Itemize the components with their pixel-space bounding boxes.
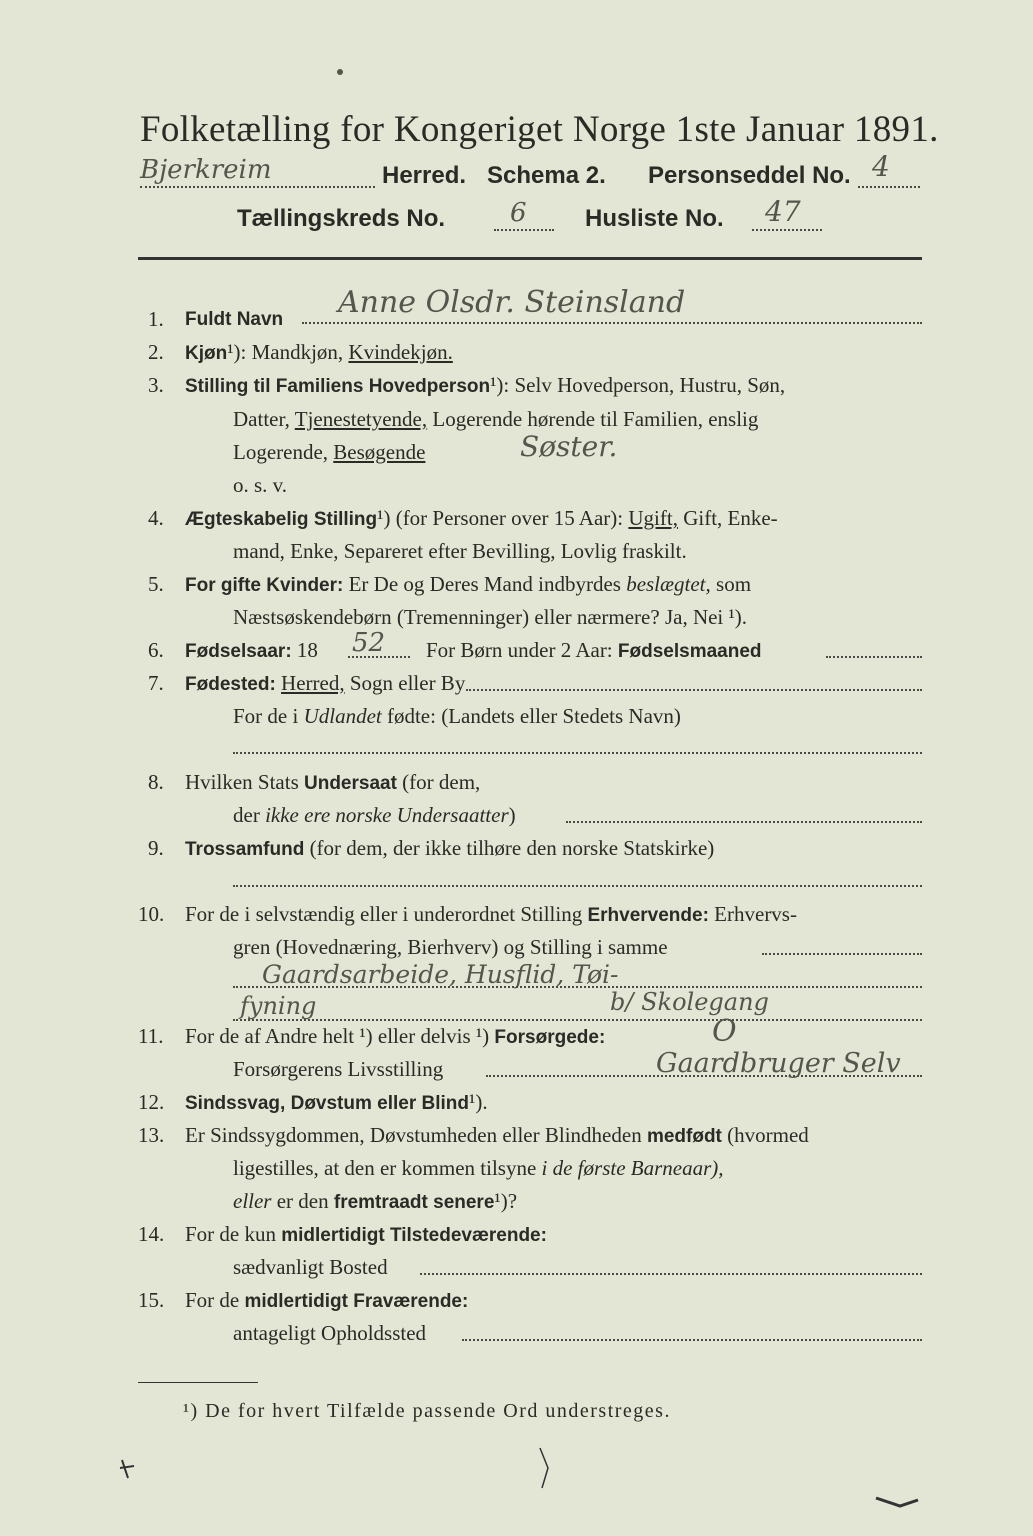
schema-label: Schema 2. [487, 162, 606, 189]
q3-handwritten: Søster. [520, 430, 618, 463]
q10-handwritten-line3: b/ Skolegang [610, 988, 769, 1016]
footnote: ¹) De for hvert Tilfælde passende Ord understreges. [183, 1400, 671, 1422]
q1-name-handwritten: Anne Olsdr. Steinsland [338, 285, 686, 320]
q10-handwritten-line2: fyning [240, 992, 317, 1020]
kreds-label: Tællingskreds No. [237, 205, 446, 232]
husliste-label: Husliste No. [585, 205, 724, 232]
personseddel-label: Personseddel No. [648, 162, 851, 189]
herred-label: Herred. [382, 162, 467, 189]
handwritten-kreds: 6 [510, 198, 527, 228]
q11-handwritten-occupation: Gaardbruger Selv [656, 1048, 901, 1079]
handwritten-herred: Bjerkreim [140, 155, 272, 185]
q4-ugift-underlined: Ugift, [628, 506, 678, 530]
q1-label: Fuldt Navn [185, 309, 284, 330]
census-form-page: Folketælling for Kongeriget Norge 1ste Januar 1891. Bjerkreim Herred. Schema 2. Personseddel No. 4 Tællingskreds No. 6 Husliste No. 47 1. Fuldt Navn Anne Olsdr. Steinsland 2. Kjøn¹): Mandkjøn, Kvindekjøn. 3. Stilling til Familiens Hovedperson¹): Selv Hovedperson, Hustru, Søn, Datter, Tjenestetyende, Logerende hørende til Familien, enslig Logerende, Besøgende Søster. o. s. v. 4. Ægteskabelig Stilling¹) (for Personer over 15 Aar): Ugift, Gift, Enke- mand, Enke, Separeret efter Bevilling, Lovlig fraskilt. 5. For gifte Kvinder: Er De og Deres Mand indbyrdes beslægtet, som Næstsøskendebørn (Tremenninger) eller nærmere? Ja, Nei ¹). 6. Fødselsaar: 18 52 For Børn under 2 Aar: Fødselsmaaned 7. Fødested: Herred, Sogn eller By For de i Udlandet fødte: (Landets eller Stedets Navn) 8. Hvilken Stats Undersaat (for dem, der ikke ere norske Undersaatter) 9. Trossamfund (for dem, der ikke tilhøre den norske Statskirke) 10. For de i selvstændig eller i underordnet Stilling Erhvervende: Erhvervs- gren (Hovednæring, Bierhverv) og Stilling i samme Gaardsarbeide, Husflid, Tøi- fyning b/ Skolegang 11. For de af Andre helt ¹) eller delvis ¹) Forsørgede: O Forsørgerens Livsstilling Gaardbruger Selv 12. Sindssvag, Døvstum eller Blind¹). 13. Er Sindssygdommen, Døvstumheden eller Blindheden medfødt (hvormed ligestilles, at den er kommen tilsyne i de første Barneaar), eller er den fremtraadt senere¹)? 14. For de kun midlertidigt Tilstedeværende: sædvanligt Bosted 15. For de midlertidigt Fraværende: antageligt Opholdssted ¹) De for hvert Tilfælde passende Ord understreges. [0, 0, 1033, 1536]
handwritten-husliste: 47 [765, 195, 801, 228]
handwritten-personseddel: 4 [872, 150, 890, 183]
q2-kvindekjon-underlined: Kvindekjøn. [348, 340, 453, 364]
q11-handwritten-mark: O [712, 1014, 737, 1049]
q6-year-handwritten: 52 [352, 628, 386, 658]
q10-handwritten-line1: Gaardsarbeide, Husflid, Tøi- [262, 960, 619, 989]
form-title: Folketælling for Kongeriget Norge 1ste Januar 1891. [140, 109, 939, 150]
